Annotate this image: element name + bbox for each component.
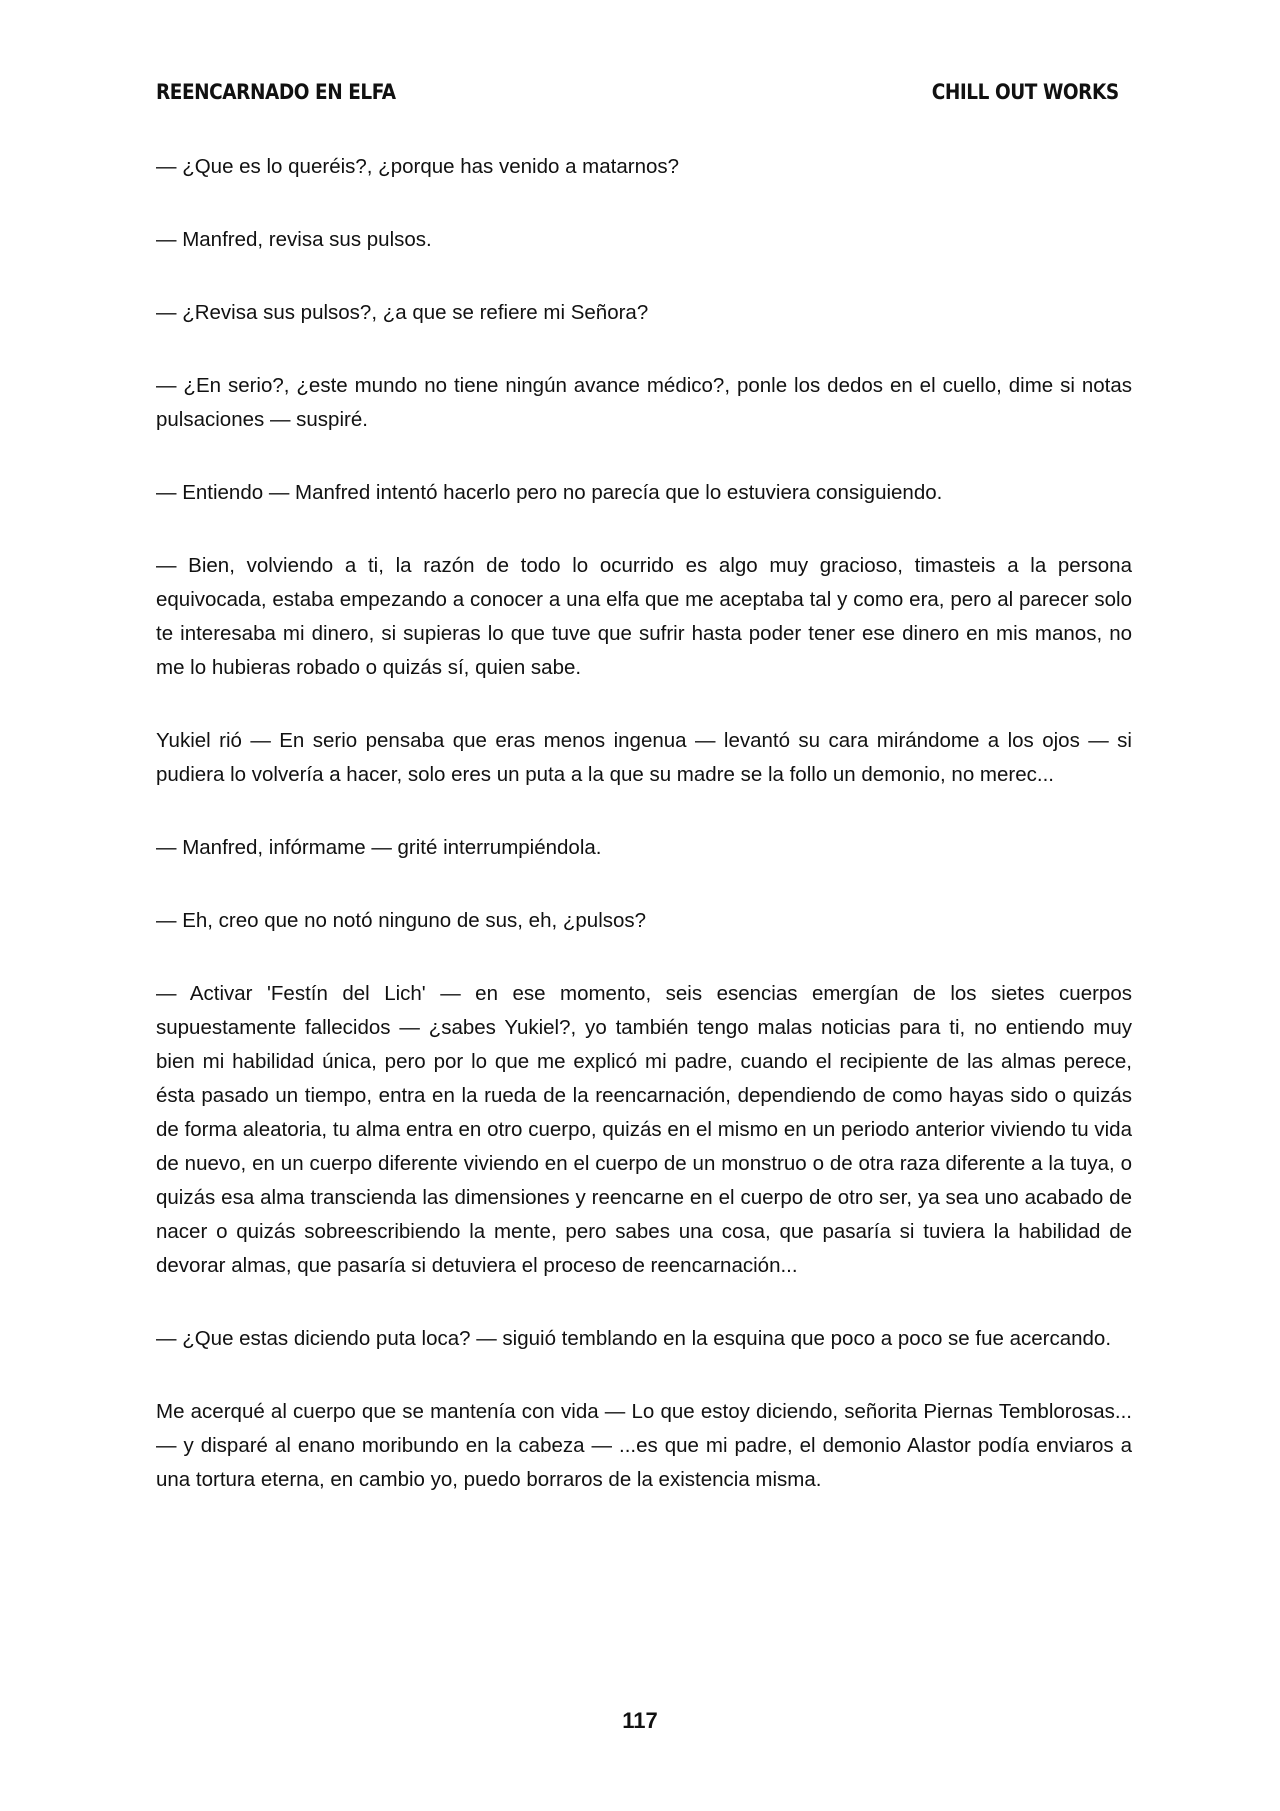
paragraph: — Eh, creo que no notó ninguno de sus, eh, ¿pulsos? [156, 909, 647, 932]
paragraph: — ¿Que estas diciendo puta loca? — siguió temblando en la esquina que poco a poco se fue acercando. [156, 1327, 1112, 1350]
paragraph: Yukiel rió — En serio pensaba que eras menos ingenua — levantó su cara mirándome a los ojos — si pudiera lo volvería a hacer, solo eres un puta a la que su madre se la follo un demonio, no merec... [156, 729, 1132, 786]
paragraph: — ¿En serio?, ¿este mundo no tiene ningún avance médico?, ponle los dedos en el cuello, dime si notas pulsaciones — suspiré. [156, 374, 1132, 431]
page-body [156, 150, 1132, 1536]
paragraph: — ¿Que es lo queréis?, ¿porque has venido a matarnos? [156, 155, 680, 178]
page-number: 117 [622, 1708, 658, 1733]
paragraph: — Manfred, infórmame — grité interrumpiéndola. [156, 836, 602, 859]
paragraph: — Manfred, revisa sus pulsos. [156, 228, 432, 251]
paragraph: — Bien, volviendo a ti, la razón de todo lo ocurrido es algo muy gracioso, timasteis a la persona equivocada, estaba empezando a conocer a una elfa que me aceptaba tal y como era, pero al parecer solo te interesaba mi dinero, si supieras lo que tuve que sufrir hasta poder tener ese dinero en mis manos, no me lo hubieras robado o quizás sí, quien sabe. [156, 554, 1132, 679]
paragraph: — ¿Revisa sus pulsos?, ¿a que se refiere mi Señora? [156, 301, 649, 324]
paragraph: — Entiendo — Manfred intentó hacerlo pero no parecía que lo estuviera consiguiendo. [156, 481, 943, 504]
paragraph: — Activar 'Festín del Lich' — en ese momento, seis esencias emergían de los sietes cuerpos supuestamente fallecidos — ¿sabes Yukiel?, yo también tengo malas noticias para ti, no entiendo muy bien mi habilidad única, pero por lo que me explicó mi padre, cuando el recipiente de las almas perece, ésta pasado un tiempo, entra en la rueda de la reencarnación, dependiendo de como hayas sido o quizás de forma aleatoria, tu alma entra en otro cuerpo, quizás en el mismo en un periodo anterior viviendo tu vida de nuevo, en un cuerpo diferente viviendo en el cuerpo de un monstruo o de otra raza diferente a la tuya, o quizás esa alma transcienda las dimensiones y reencarne en el cuerpo de otro ser, ya sea uno acabado de nacer o quizás sobreescribiendo la mente, pero sabes una cosa, que pasaría si tuviera la habilidad de devorar almas, que pasaría si detuviera el proceso de reencarnación... [156, 982, 1132, 1277]
header-book-title: REENCARNADO EN ELFA [156, 80, 396, 104]
header-publisher: CHILL OUT WORKS [931, 80, 1119, 104]
paragraph: Me acerqué al cuerpo que se mantenía con vida — Lo que estoy diciendo, señorita Piernas Temblorosas... — y disparé al enano moribundo en la cabeza — ...es que mi padre, el demonio Alastor podía enviaros a una tortura eterna, en cambio yo, puedo borraros de la existencia misma. [156, 1400, 1132, 1491]
page-header [156, 74, 1119, 110]
